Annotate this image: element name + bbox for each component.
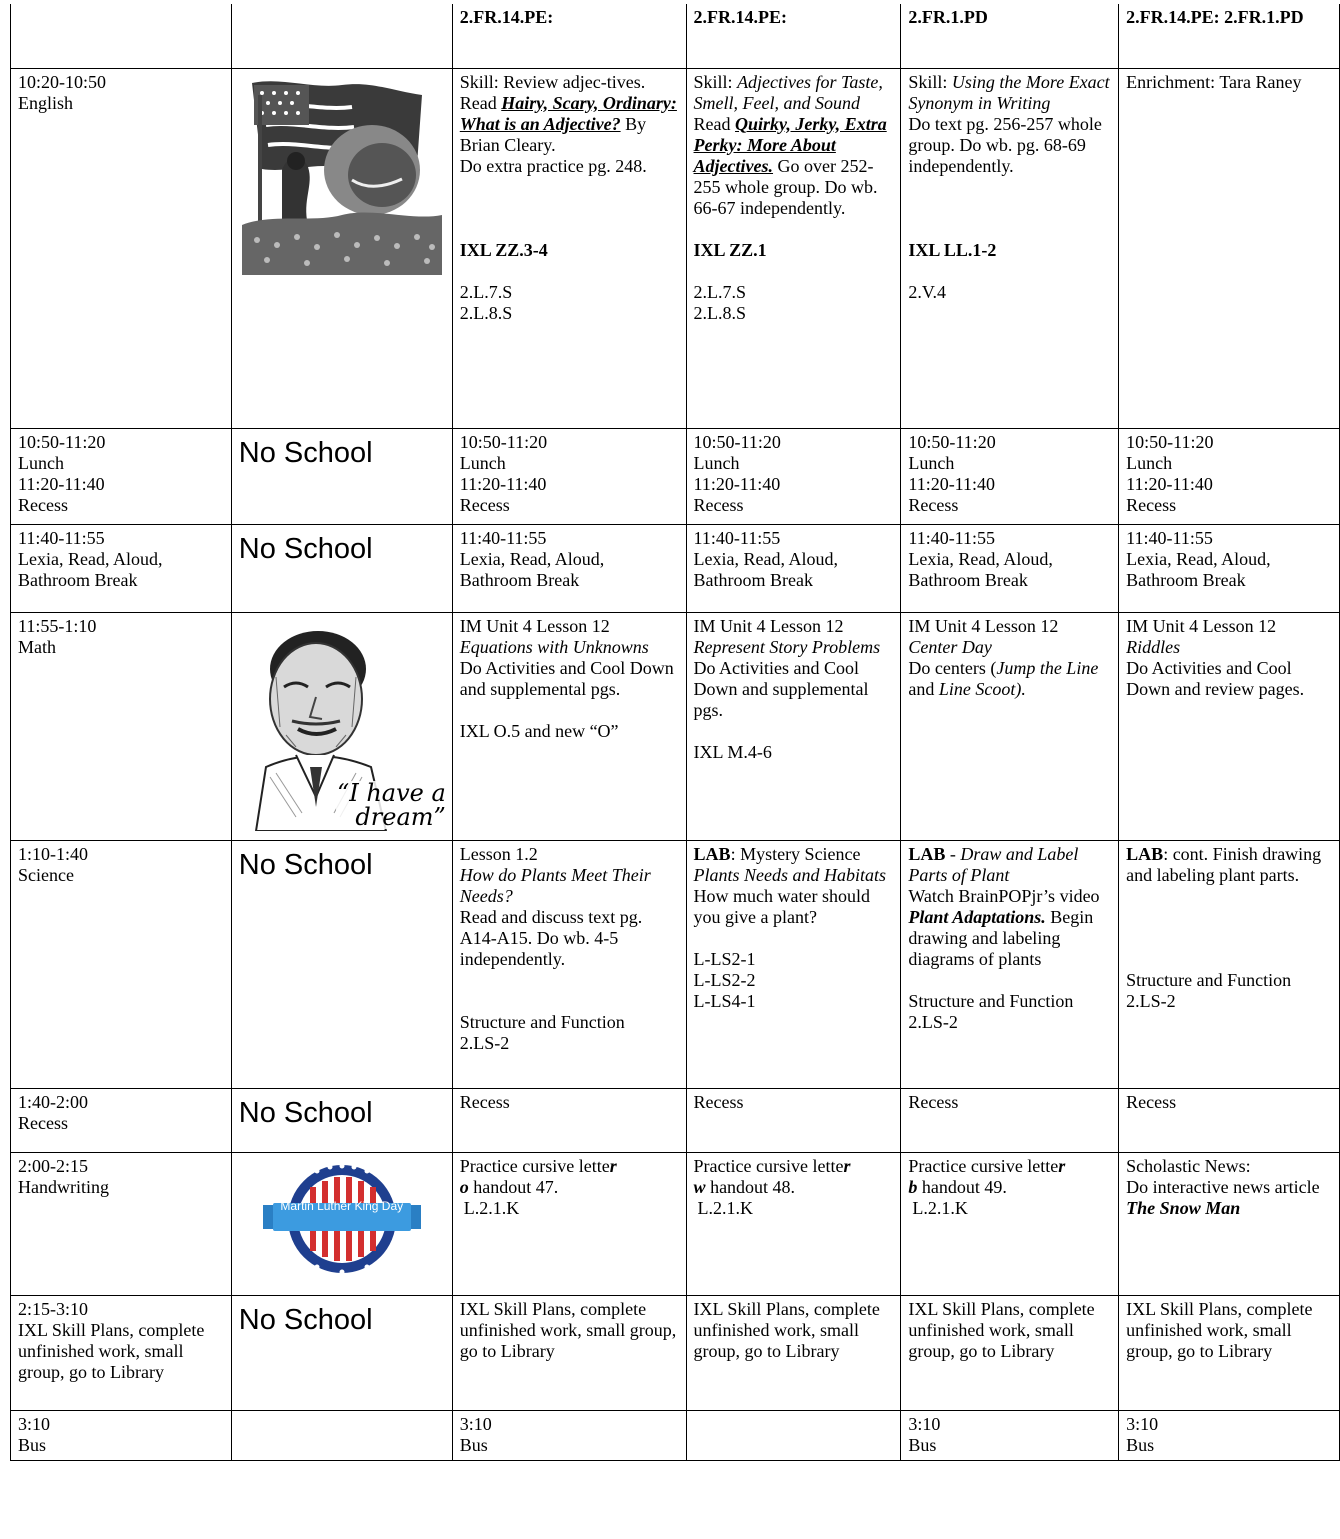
math-thu-center2: Line Scoot).	[938, 678, 1026, 699]
sci-thu-video: Plant Adaptations.	[908, 906, 1046, 927]
ixl-plans-time-cell	[11, 1295, 232, 1410]
lexia-time: 11:40-11:55	[459, 527, 547, 548]
recess-tuesday: Recess	[452, 1088, 686, 1152]
hw-practice: Practice cursive lette	[693, 1155, 844, 1176]
english-wed-skill: Adjectives for Taste, Smell, Feel, and Sound	[693, 71, 883, 113]
hw-wed-handout: handout 48.	[710, 1176, 796, 1197]
english-friday: Enrichment: Tara Raney	[1119, 68, 1340, 428]
english-wed-rest: Go over 252-255 whole group. Do wb. 66-67 independently.	[693, 155, 878, 218]
hw-r: r	[843, 1155, 851, 1176]
recess-row-subject: Recess	[18, 1112, 68, 1133]
recess-row	[11, 1088, 1340, 1152]
lexia-label: Lexia, Read, Aloud, Bathroom Break	[18, 548, 163, 590]
sci-thu-watch: Watch BrainPOPjr’s video	[908, 885, 1100, 906]
lunch-time: 10:50-11:20	[18, 431, 106, 452]
english-tue-std2: 2.L.8.S	[459, 302, 513, 323]
lexia-wednesday	[686, 524, 901, 612]
math-thu-center1: Jump the Line	[996, 657, 1099, 678]
sci-wed-lab: LAB	[693, 843, 731, 864]
lunch-time: 10:50-11:20	[459, 431, 548, 452]
ixl-plans-subject: IXL Skill Plans, complete unfinished work, small group, go to Library	[18, 1319, 205, 1382]
english-wed-skill-label: Skill:	[693, 71, 733, 92]
lunch-thursday	[901, 428, 1119, 524]
recess-time: 11:20-11:40	[18, 473, 105, 494]
recess-label: Recess	[908, 494, 959, 515]
no-school-label: No School	[238, 848, 373, 881]
sci-tue-std-b: 2.LS-2	[459, 1032, 510, 1053]
lunch-time: 10:50-11:20	[1126, 431, 1214, 452]
math-wed-rest: Do Activities and Cool Down and supplemental pgs.	[693, 657, 869, 720]
sci-fri-rest: : cont. Finish drawing and labeling plant parts.	[1126, 843, 1322, 885]
science-thursday	[901, 840, 1119, 1088]
mlk-badge-cell	[231, 1152, 452, 1295]
math-thu-title: Center Day	[908, 636, 992, 657]
recess-label: Recess	[18, 494, 68, 515]
english-time: 10:20-10:50	[18, 71, 106, 92]
science-time: 1:10-1:40	[18, 843, 88, 864]
math-lesson: IM Unit 4 Lesson 12	[1126, 615, 1277, 636]
no-school-label: No School	[238, 532, 373, 565]
english-wed-ixl: IXL ZZ.1	[693, 239, 767, 260]
hw-fri-l1: Scholastic News:	[1126, 1155, 1251, 1176]
lunch-friday	[1119, 428, 1340, 524]
hw-thu-std: L.2.1.K	[912, 1197, 968, 1218]
lunch-monday	[231, 428, 452, 524]
sci-wed-title: Plants Needs and Habitats	[693, 864, 887, 885]
english-wed-read-label: Read	[693, 113, 731, 134]
science-subject: Science	[18, 864, 74, 885]
lexia-friday	[1119, 524, 1340, 612]
lexia-thursday	[901, 524, 1119, 612]
math-tue-title: Equations with Unknowns	[459, 636, 649, 657]
header-time-cell	[11, 4, 232, 68]
header-wednesday: 2.FR.14.PE:	[686, 4, 901, 68]
bus-label: Bus	[908, 1434, 937, 1455]
recess-row-time: 1:40-2:00	[18, 1091, 88, 1112]
math-row	[11, 612, 1340, 840]
lunch-label: Lunch	[1126, 452, 1173, 473]
lexia-row	[11, 524, 1340, 612]
lexia-monday	[231, 524, 452, 612]
handwriting-time: 2:00-2:15	[18, 1155, 88, 1176]
lexia-time: 11:40-11:55	[908, 527, 996, 548]
math-tue-ixl: IXL O.5 and new “O”	[459, 720, 619, 741]
handwriting-time-cell	[11, 1152, 232, 1295]
hw-tue-std: L.2.1.K	[463, 1197, 520, 1218]
lunch-label: Lunch	[908, 452, 955, 473]
mlk-portrait	[236, 617, 446, 831]
bus-monday	[231, 1410, 452, 1460]
mlk-day-badge	[257, 1157, 427, 1287]
bus-time: 3:10	[1126, 1413, 1159, 1434]
math-lesson: IM Unit 4 Lesson 12	[459, 615, 610, 636]
math-tuesday	[452, 612, 686, 840]
handwriting-thursday	[901, 1152, 1119, 1295]
english-tue-ixl: IXL ZZ.3-4	[459, 239, 548, 260]
bus-time: 3:10	[459, 1413, 492, 1434]
english-tue-author: By Brian Cleary.	[459, 113, 647, 155]
sci-wed-std2: L-LS2-2	[693, 969, 756, 990]
english-thursday	[901, 68, 1119, 428]
mlk-flag-image-cell	[231, 68, 452, 428]
math-time: 11:55-1:10	[18, 615, 97, 636]
hw-r: r	[609, 1155, 617, 1176]
hw-practice: Practice cursive lette	[908, 1155, 1059, 1176]
math-wednesday	[686, 612, 901, 840]
hw-wed-letter: w	[693, 1176, 706, 1197]
science-tuesday	[452, 840, 686, 1088]
math-fri-title: Riddles	[1126, 636, 1181, 657]
bus-tuesday	[452, 1410, 686, 1460]
ixl-plans-row	[11, 1295, 1340, 1410]
header-tuesday: 2.FR.14.PE:	[452, 4, 686, 68]
sci-thu-std-a: Structure and Function	[908, 990, 1074, 1011]
lunch-time: 10:50-11:20	[693, 431, 781, 452]
header-monday	[231, 4, 452, 68]
math-friday	[1119, 612, 1340, 840]
handwriting-friday	[1119, 1152, 1340, 1295]
sci-fri-std-a: Structure and Function	[1126, 969, 1292, 990]
bus-label: Bus	[18, 1434, 47, 1455]
lunch-row	[11, 428, 1340, 524]
bus-time-cell	[11, 1410, 232, 1460]
sci-thu-dash: -	[945, 843, 961, 864]
recess-wednesday: Recess	[686, 1088, 901, 1152]
lunch-label: Lunch	[459, 452, 506, 473]
lunch-label: Lunch	[18, 452, 64, 473]
math-time-cell	[11, 612, 232, 840]
hw-fri-l2: Do interactive news article	[1126, 1176, 1320, 1197]
sci-fri-lab: LAB	[1126, 843, 1164, 864]
lexia-label: Lexia, Read, Aloud, Bathroom Break	[1126, 548, 1271, 590]
ixl-plans-friday: IXL Skill Plans, complete unfinished work, small group, go to Library	[1119, 1295, 1340, 1410]
math-lesson: IM Unit 4 Lesson 12	[693, 615, 844, 636]
recess-time: 11:20-11:40	[908, 473, 996, 494]
lunch-tuesday	[452, 428, 686, 524]
science-time-cell	[11, 840, 232, 1088]
english-tue-skill: Skill: Review adjec-tives. Read	[459, 71, 646, 113]
bus-thursday	[901, 1410, 1119, 1460]
science-monday	[231, 840, 452, 1088]
science-row	[11, 840, 1340, 1088]
math-wed-title: Represent Story Problems	[693, 636, 881, 657]
recess-time: 11:20-11:40	[459, 473, 547, 494]
lexia-time: 11:40-11:55	[18, 527, 105, 548]
bus-wednesday	[686, 1410, 901, 1460]
handwriting-wednesday	[686, 1152, 901, 1295]
no-school-label: No School	[238, 1303, 373, 1336]
sci-tue-std-a: Structure and Function	[459, 1011, 625, 1032]
ixl-plans-tuesday: IXL Skill Plans, complete unfinished work, small group, go to Library	[452, 1295, 686, 1410]
recess-time-cell	[11, 1088, 232, 1152]
no-school-label: No School	[238, 1096, 373, 1129]
lexia-time: 11:40-11:55	[693, 527, 781, 548]
recess-label: Recess	[1126, 494, 1177, 515]
hw-r: r	[1058, 1155, 1066, 1176]
hw-tue-handout: handout 47.	[473, 1176, 559, 1197]
math-subject: Math	[18, 636, 56, 657]
sci-tue-title: How do Plants Meet Their Needs?	[459, 864, 651, 906]
lexia-label: Lexia, Read, Aloud, Bathroom Break	[459, 548, 605, 590]
english-thu-ixl: IXL LL.1-2	[908, 239, 997, 260]
bus-label: Bus	[459, 1434, 488, 1455]
bus-time: 3:10	[18, 1413, 51, 1434]
recess-friday: Recess	[1119, 1088, 1340, 1152]
sci-wed-std3: L-LS4-1	[693, 990, 756, 1011]
sci-fri-std-b: 2.LS-2	[1126, 990, 1176, 1011]
hw-tue-letter: o	[459, 1176, 469, 1197]
english-wed-std2: 2.L.8.S	[693, 302, 747, 323]
math-fri-rest: Do Activities and Cool Down and review pages.	[1126, 657, 1305, 699]
sci-wed-rest: How much water should you give a plant?	[693, 885, 871, 927]
sci-thu-lab: LAB	[908, 843, 946, 864]
english-tue-std1: 2.L.7.S	[459, 281, 513, 302]
science-wednesday	[686, 840, 901, 1088]
english-tuesday	[452, 68, 686, 428]
math-thu-do: Do centers (	[908, 657, 997, 678]
english-row	[11, 68, 1340, 428]
sci-thu-title: Draw and Label Parts of Plant	[908, 843, 1079, 885]
lexia-label: Lexia, Read, Aloud, Bathroom Break	[693, 548, 839, 590]
sci-thu-rest: Begin drawing and labeling diagrams of plants	[908, 906, 1094, 969]
hw-thu-letter: b	[908, 1176, 918, 1197]
lunch-time-cell	[11, 428, 232, 524]
dream-caption: “I have a dream”	[336, 778, 446, 831]
ixl-plans-wednesday: IXL Skill Plans, complete unfinished work, small group, go to Library	[686, 1295, 901, 1410]
science-friday	[1119, 840, 1340, 1088]
math-thursday	[901, 612, 1119, 840]
sci-tue-lesson: Lesson 1.2	[459, 843, 538, 864]
lunch-time: 10:50-11:20	[908, 431, 996, 452]
recess-time: 11:20-11:40	[1126, 473, 1213, 494]
english-tue-book: Hairy, Scary, Ordinary: What is an Adjective?	[459, 92, 677, 134]
english-wednesday	[686, 68, 901, 428]
recess-monday	[231, 1088, 452, 1152]
handwriting-subject: Handwriting	[18, 1176, 109, 1197]
no-school-label: No School	[238, 436, 373, 469]
math-lesson: IM Unit 4 Lesson 12	[908, 615, 1059, 636]
header-friday: 2.FR.14.PE: 2.FR.1.PD	[1119, 4, 1340, 68]
header-thursday: 2.FR.1.PD	[901, 4, 1119, 68]
english-thu-skill-label: Skill:	[908, 71, 948, 92]
mlk-flag-illustration	[242, 75, 442, 275]
ixl-plans-monday	[231, 1295, 452, 1410]
sci-wed-lab-rest: : Mystery Science	[730, 843, 861, 864]
ixl-plans-time: 2:15-3:10	[18, 1298, 88, 1319]
math-wed-ixl: IXL M.4-6	[693, 741, 772, 762]
sci-wed-std1: L-LS2-1	[693, 948, 756, 969]
math-tue-rest: Do Activities and Cool Down and supplemental pgs.	[459, 657, 674, 699]
math-thu-and: and	[908, 678, 935, 699]
recess-time: 11:20-11:40	[693, 473, 781, 494]
hw-wed-std: L.2.1.K	[697, 1197, 754, 1218]
hw-practice: Practice cursive lette	[459, 1155, 610, 1176]
english-subject: English	[18, 92, 74, 113]
mlk-badge-text: Martin Luther King Day	[280, 1198, 404, 1213]
bus-label: Bus	[1126, 1434, 1155, 1455]
lunch-wednesday	[686, 428, 901, 524]
sci-thu-std-b: 2.LS-2	[908, 1011, 958, 1032]
lexia-tuesday	[452, 524, 686, 612]
handwriting-row	[11, 1152, 1340, 1295]
lexia-label: Lexia, Read, Aloud, Bathroom Break	[908, 548, 1053, 590]
lesson-plan-table	[10, 4, 1340, 1461]
hw-thu-handout: handout 49.	[921, 1176, 1007, 1197]
mlk-portrait-cell	[231, 612, 452, 840]
bus-friday	[1119, 1410, 1340, 1460]
english-thu-std1: 2.V.4	[908, 281, 947, 302]
english-thu-rest: Do text pg. 256-257 whole group. Do wb. pg. 68-69 independently.	[908, 113, 1102, 176]
lexia-time-cell	[11, 524, 232, 612]
bus-time: 3:10	[908, 1413, 941, 1434]
recess-thursday: Recess	[901, 1088, 1119, 1152]
ixl-plans-thursday: IXL Skill Plans, complete unfinished work, small group, go to Library	[901, 1295, 1119, 1410]
bus-row	[11, 1410, 1340, 1460]
hw-fri-title: The Snow Man	[1126, 1197, 1241, 1218]
handwriting-tuesday	[452, 1152, 686, 1295]
recess-label: Recess	[459, 494, 510, 515]
english-tue-practice: Do extra practice pg. 248.	[459, 155, 647, 176]
lexia-time: 11:40-11:55	[1126, 527, 1213, 548]
english-time-cell	[11, 68, 232, 428]
recess-label: Recess	[693, 494, 744, 515]
english-wed-std1: 2.L.7.S	[693, 281, 747, 302]
english-thu-skill: Using the More Exact Synonym in Writing	[908, 71, 1110, 113]
lunch-label: Lunch	[693, 452, 740, 473]
sci-tue-rest: Read and discuss text pg. A14-A15. Do wb. 4-5 independently.	[459, 906, 643, 969]
header-row	[11, 4, 1340, 68]
english-wed-book: Quirky, Jerky, Extra Perky: More About Adjectives.	[693, 113, 887, 176]
